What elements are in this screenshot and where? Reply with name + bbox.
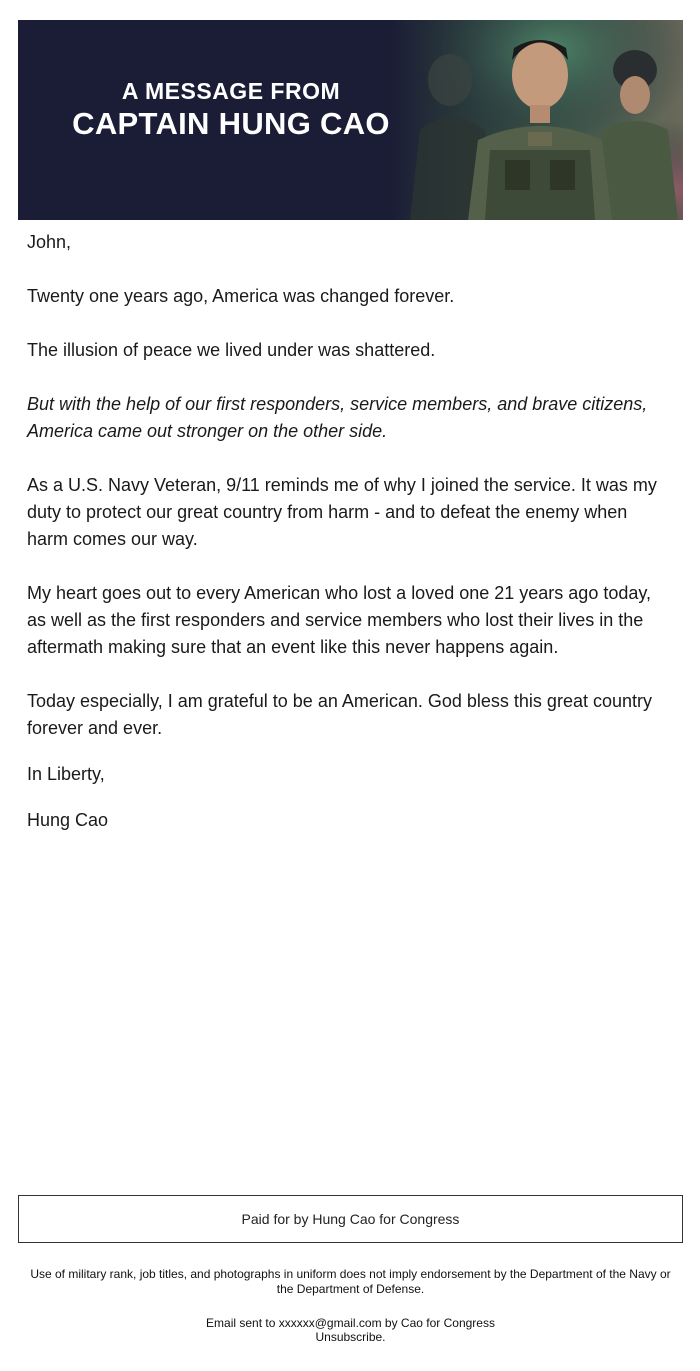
disclaimer-text: Use of military rank, job titles, and photographs in uniform does not imply endorsement by the Department of the Navy or the Department of Defense. — [30, 1267, 671, 1296]
paragraph-6: Today especially, I am grateful to be an American. God bless this great country forever and ever. — [27, 691, 652, 738]
email-sent-notice — [25, 1316, 676, 1344]
banner-title-line2: CAPTAIN HUNG CAO — [72, 106, 390, 141]
closing: In Liberty, — [27, 764, 105, 784]
banner-title-line1: A MESSAGE FROM — [121, 78, 341, 104]
letter-body — [27, 229, 667, 861]
greeting: John, — [27, 232, 72, 252]
sent-suffix: by Cao for Congress — [381, 1316, 495, 1330]
paragraph-1: Twenty one years ago, America was changed forever. — [27, 286, 455, 306]
paragraph-2: The illusion of peace we lived under was shattered. — [27, 340, 436, 360]
unsubscribe-link[interactable]: Unsubscribe. — [315, 1330, 386, 1344]
soldier-portrait-image — [390, 20, 683, 220]
paragraph-3-italic: But with the help of our first responders, service members, and brave citizens, America came out stronger on the other side. — [27, 394, 648, 441]
sent-prefix: Email sent to — [206, 1316, 279, 1330]
paragraph-4: As a U.S. Navy Veteran, 9/11 reminds me of why I joined the service. It was my duty to protect our great country from harm - and to defeat the enemy when harm comes our way. — [27, 475, 657, 549]
paid-for-box — [18, 1195, 683, 1243]
header-banner — [18, 20, 683, 220]
paid-for-text: Paid for by Hung Cao for Congress — [241, 1211, 460, 1227]
paragraph-5: My heart goes out to every American who lost a loved one 21 years ago today, as well as the first responders and service members who lost their lives in the aftermath making sure that an event like this never happens again. — [27, 583, 652, 657]
recipient-email-link[interactable]: xxxxxx@gmail.com — [278, 1316, 382, 1330]
signature: Hung Cao — [27, 810, 109, 830]
